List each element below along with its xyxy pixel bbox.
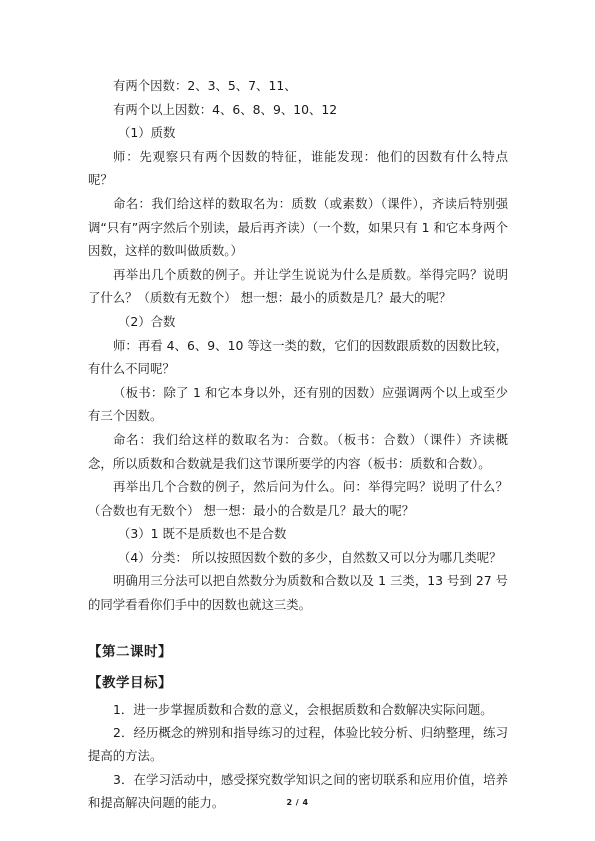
subheading-composite: （2）合数: [118, 313, 176, 329]
subheading-classification: （4）分类： 所以按照因数个数的多少，自然数又可以分为哪几类呢？: [118, 549, 502, 565]
paragraph-teacher-question: 师：先观察只有两个因数的特征，谁能发现：他们的因数有什么特点呢？: [88, 148, 508, 188]
page-content: [88, 74, 508, 815]
goal-item: 1．进一步掌握质数和合数的意义，会根据质数和合数解决实际问题。: [113, 701, 493, 717]
paragraph-composite-examples: 再举出几个合数的例子，然后问为什么。问：举得完吗？说明了什么？（合数也有无数个） 想一想：最小的合数是几？最大的呢？: [88, 479, 508, 518]
paragraph-prime-naming: 命名：我们给这样的数取名为：质数（或素数）（课件），齐读后特别强调“只有”两字然后个别读，最后再齐读）（一个数，如果只有 1 和它本身两个因数，这样的数叫做质数。）: [88, 195, 508, 259]
paragraph-more-factors: 有两个以上因数：4、6、8、9、10、12: [113, 101, 338, 117]
paragraph-prime-examples: 再举出几个质数的例子。并让学生说说为什么是质数。举得完吗？说明了什么？（质数有无数个） 想一想：最小的质数是几？最大的呢？: [88, 266, 508, 306]
goal-item: 3．在学习活动中，感受探究数学知识之间的密切联系和应用价值，培养和提高解决问题的能力。: [88, 771, 508, 811]
subheading-prime: （1）质数: [118, 125, 176, 141]
goals-heading: 【教学目标】: [88, 674, 172, 691]
paragraph-two-factors: 有两个因数：2、3、5、7、11、: [113, 78, 297, 93]
paragraph-clarify: 明确用三分法可以把自然数分为质数和合数以及 1 三类，13 号到 27 号的同学看看你们手中的因数也就这三类。: [88, 573, 508, 613]
page-number: 2 / 4: [286, 798, 309, 807]
subheading-one: （3）1 既不是质数也不是合数: [118, 526, 287, 542]
paragraph-teacher-compare: 师：再看 4、6、9、10 等这一类的数，它们的因数跟质数的因数比较，有什么不同呢？: [88, 337, 508, 377]
goal-item: 2．经历概念的辨别和指导练习的过程，体验比较分析、归纳整理，练习提高的方法。: [88, 725, 508, 764]
paragraph-board-note: （板书：除了 1 和它本身以外，还有别的因数）应强调两个以上或至少有三个因数。: [88, 384, 508, 424]
lesson2-heading: 【第二课时】: [88, 643, 172, 660]
paragraph-composite-naming: 命名：我们给这样的数取名为：合数。（板书：合数）（课件）齐读概念，所以质数和合数就是我们这节课所要学的内容（板书：质数和合数）。: [88, 431, 508, 471]
